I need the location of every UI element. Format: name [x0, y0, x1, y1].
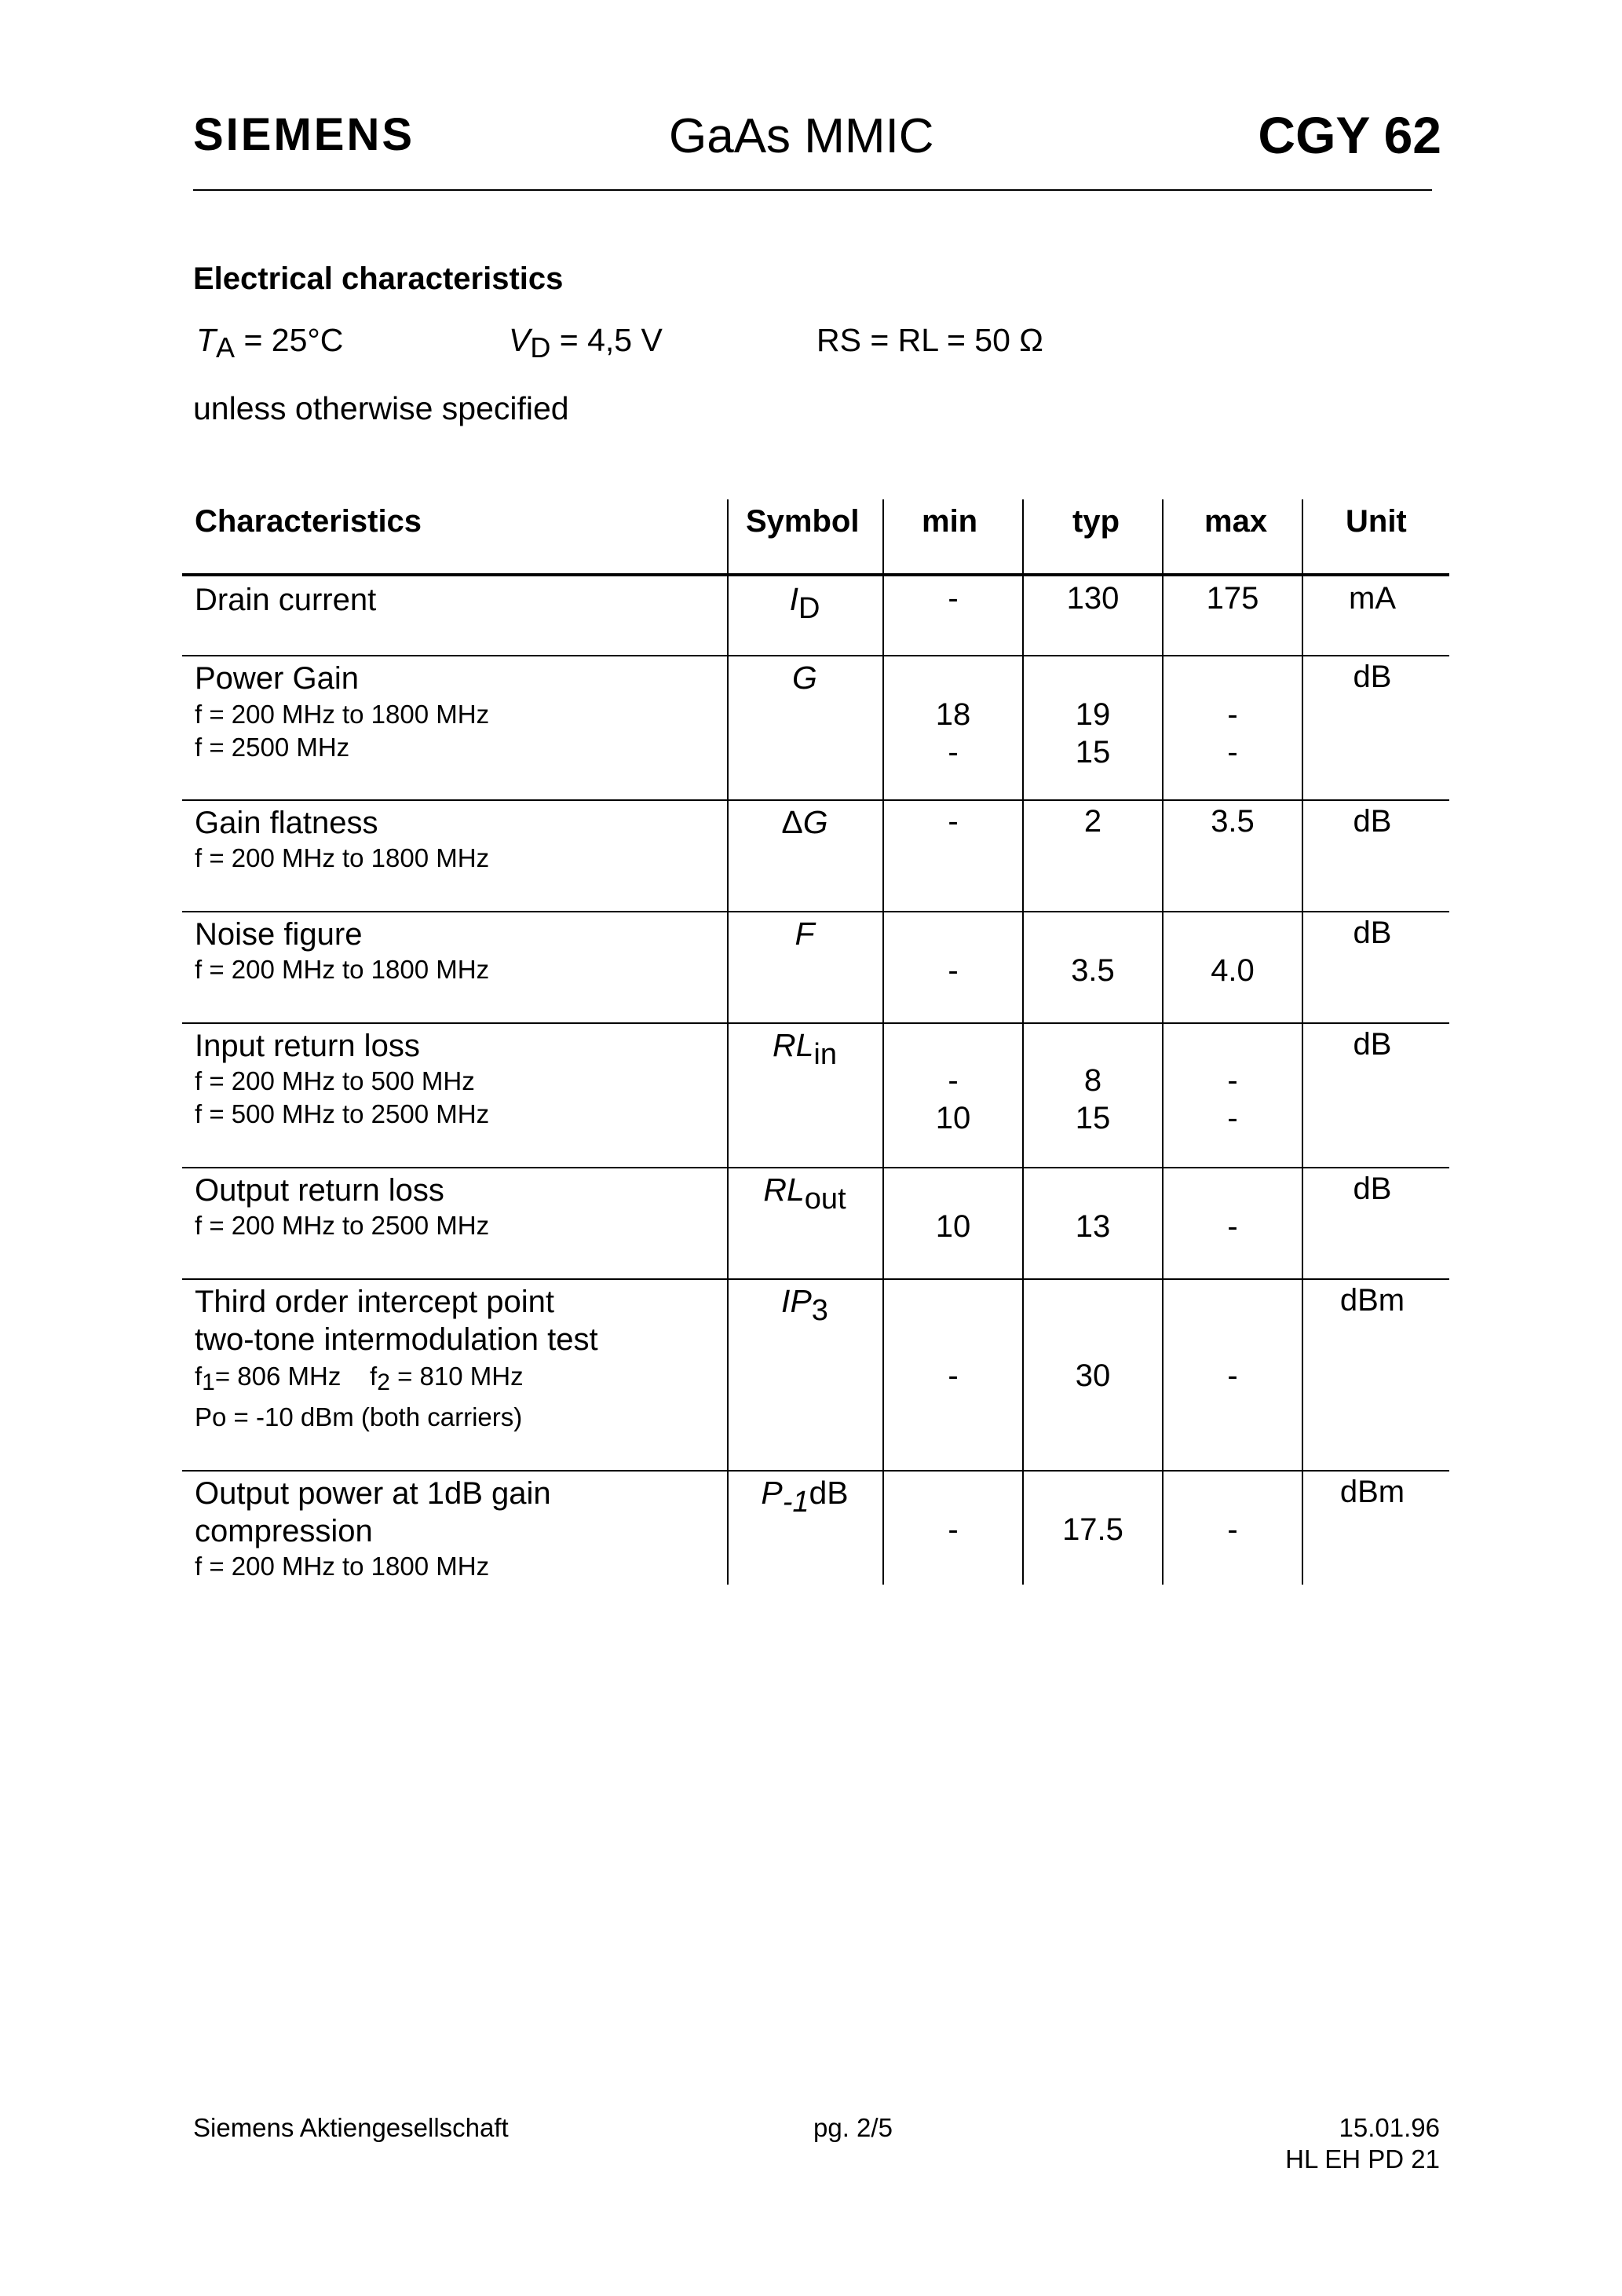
delta-icon: Δ	[781, 804, 803, 840]
row-label: Drain current	[195, 583, 377, 617]
header-characteristics: Characteristics	[195, 504, 422, 539]
row-typ: 19	[1075, 697, 1111, 732]
row-typ: 15	[1075, 735, 1111, 770]
row-condition: f = 500 MHz to 2500 MHz	[195, 1099, 490, 1128]
row-label: Output power at 1dB gain	[195, 1476, 551, 1511]
row-label: Gain flatness	[195, 806, 378, 840]
part-number: CGY 62	[1258, 106, 1441, 164]
row-min: -	[948, 804, 959, 839]
row-divider	[182, 655, 1449, 656]
characteristics-table	[182, 499, 1449, 1585]
row-divider	[182, 1278, 1449, 1280]
row-divider	[182, 1022, 1449, 1024]
row-unit: dB	[1353, 916, 1392, 950]
row-label: Power Gain	[195, 661, 359, 696]
row-typ: 8	[1083, 1063, 1102, 1098]
column-divider	[1022, 499, 1024, 1585]
row-unit: dB	[1353, 660, 1392, 694]
row-typ: 15	[1075, 1101, 1111, 1135]
row-divider	[182, 1470, 1449, 1472]
row-symbol: F	[795, 916, 815, 952]
row-label: Output return loss	[195, 1173, 444, 1208]
row-symbol: G	[792, 660, 817, 696]
row-condition: f = 200 MHz to 1800 MHz	[195, 843, 490, 872]
row-typ: 130	[1066, 581, 1120, 616]
row-max: 175	[1206, 581, 1259, 616]
row-condition: f = 200 MHz to 1800 MHz	[195, 700, 490, 729]
row-typ: 30	[1075, 1358, 1111, 1393]
row-typ: 13	[1075, 1209, 1111, 1244]
row-label: Input return loss	[195, 1029, 420, 1063]
row-condition: $f_1= 806$ MHz $f_2 = 810$ MHz	[195, 1362, 524, 1395]
footer-date: 15.01.96	[1339, 2113, 1440, 2142]
row-min: -	[948, 1512, 959, 1547]
footer-code: HL EH PD 21	[1285, 2144, 1440, 2174]
header-max: max	[1204, 504, 1268, 539]
row-unit: dB	[1353, 1172, 1392, 1206]
footer-page: pg. 2/5	[813, 2113, 893, 2142]
row-symbol: $P_{-1}dB$	[761, 1475, 849, 1519]
row-label: two-tone intermodulation test	[195, 1322, 598, 1357]
row-symbol: $RL_{in}$	[773, 1027, 837, 1071]
row-max: -	[1227, 1209, 1238, 1244]
row-typ: 17.5	[1062, 1512, 1123, 1547]
row-condition: Po = -10 dBm (both carriers)	[195, 1402, 523, 1431]
row-label: Noise figure	[195, 917, 363, 952]
row-condition: f = 200 MHz to 1800 MHz	[195, 955, 490, 984]
row-max: -	[1227, 1063, 1238, 1098]
row-min: 10	[935, 1101, 971, 1135]
product-type: GaAs MMIC	[669, 109, 934, 163]
row-max: 4.0	[1211, 953, 1255, 988]
header-min: min	[922, 504, 978, 539]
row-condition: f = 2500 MHz	[195, 733, 350, 762]
row-min: -	[948, 735, 959, 770]
condition-rs-rl: RS = RL = 50 Ω	[816, 322, 1043, 358]
section-title: Electrical characteristics	[193, 261, 564, 296]
row-max: -	[1227, 697, 1238, 732]
column-divider	[1162, 499, 1164, 1585]
row-label: Third order intercept point	[195, 1285, 555, 1319]
row-unit: mA	[1349, 581, 1396, 616]
row-symbol: $RL_{out}$	[763, 1172, 846, 1216]
row-typ: 3.5	[1071, 953, 1115, 988]
row-min: -	[948, 1063, 959, 1098]
row-max: -	[1227, 1101, 1238, 1135]
row-typ: 2	[1083, 804, 1102, 839]
row-symbol: $I_D$	[789, 581, 820, 625]
header-typ: typ	[1072, 504, 1120, 539]
row-min: 18	[935, 697, 971, 732]
row-divider	[182, 911, 1449, 912]
row-unit: dB	[1353, 1027, 1392, 1062]
row-max: -	[1227, 735, 1238, 770]
condition-ta: $T_A = 25^\circ C$	[196, 322, 344, 364]
row-condition: f = 200 MHz to 500 MHz	[195, 1066, 475, 1095]
row-max: 3.5	[1211, 804, 1255, 839]
row-min: -	[948, 1358, 959, 1393]
row-min: 10	[935, 1209, 971, 1244]
condition-vd: $V_D = 4,5$ V	[509, 322, 663, 364]
header-divider	[182, 573, 1449, 576]
row-max: -	[1227, 1512, 1238, 1547]
column-divider	[882, 499, 884, 1585]
row-divider	[182, 799, 1449, 801]
row-unit: dBm	[1339, 1475, 1405, 1509]
row-min: -	[948, 953, 959, 988]
row-condition: f = 200 MHz to 2500 MHz	[195, 1211, 490, 1240]
row-symbol: $IP_3$	[781, 1283, 828, 1327]
siemens-logo: SIEMENS	[193, 109, 415, 160]
footer-company: Siemens Aktiengesellschaft	[193, 2113, 509, 2142]
row-min: -	[948, 581, 959, 616]
header-unit: Unit	[1346, 504, 1407, 539]
row-label: compression	[195, 1514, 373, 1548]
row-condition: f = 200 MHz to 1800 MHz	[195, 1552, 490, 1581]
row-max: -	[1227, 1358, 1238, 1393]
header-divider	[193, 189, 1432, 191]
row-symbol: ΔG	[781, 804, 828, 840]
row-divider	[182, 1167, 1449, 1168]
row-unit: dBm	[1339, 1283, 1405, 1318]
row-unit: dB	[1353, 804, 1392, 839]
header-symbol: Symbol	[746, 504, 860, 539]
condition-note: unless otherwise specified	[193, 390, 569, 426]
